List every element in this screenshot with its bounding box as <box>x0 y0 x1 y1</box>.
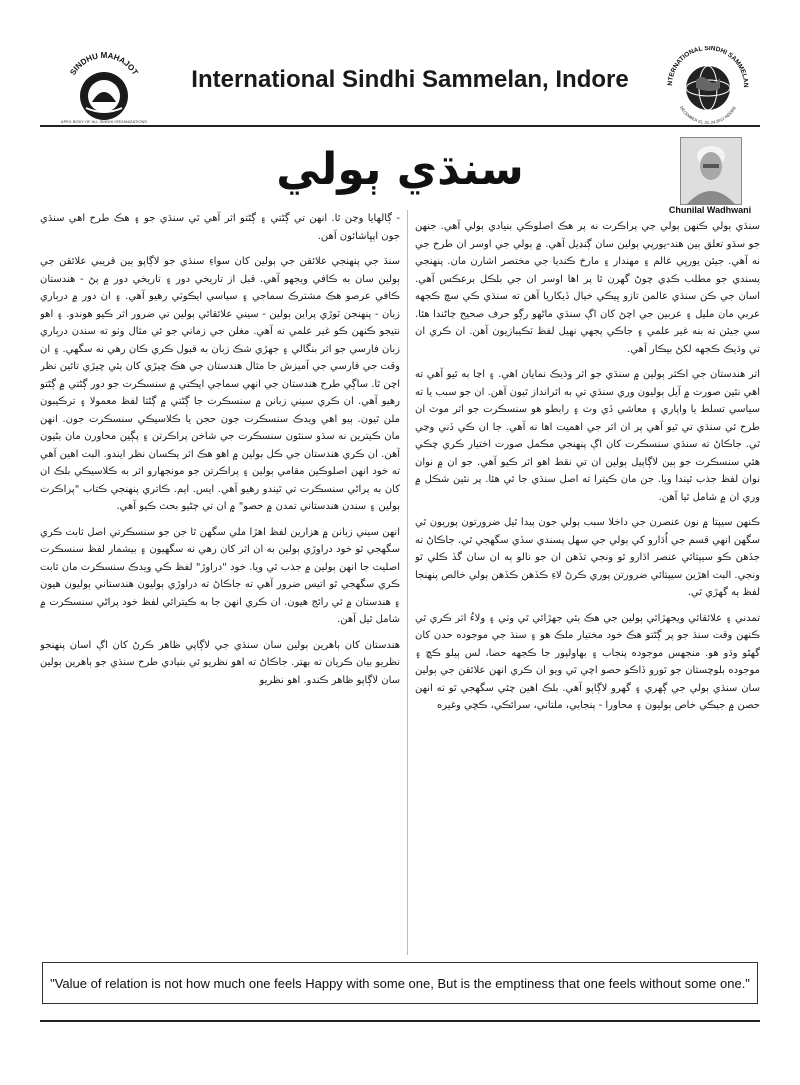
paragraph: اتر هندستان جي اڪثر ٻولين ۾ سنڌي جو اثر وڌيڪ نمايان اهي. ۽ اڃا به ٿيو آهي ته اهي نئين صورت ۾ آيل ٻوليون وري سنڌي تي به اثرانداز ٿيون آهن. ان جو سبب يا ته سياسي تسلط يا واپاري ۽ معاشي ڏي وٺ ۽ رابطو هو سنسڪرت جو اثر موٽ ان طرح ئي سنڌي تي ٿيو آهي پر ان اثر جي اهميت اها نه آهي. جا ان ڪي ڏني وڃي ٿي. جاڪاڻ ته سنڌي سنسڪرت کان اڳ پنهنجي مڪمل صورت اختيار ڪري چڪي هئي سنسڪرت جو ٻين لاڳاپيل ٻولين ان تي نقط اهو اثر ڪيو آهي. جو ان ۾ نوان نوان لفظ جذب ٿيندا ويا. جن مان ڪيترا ته اصل سنڌي جا ئي هئا. پر نئين شڪل ۾ وري ان ۾ شامل ٿيا آهن. <box>415 369 760 503</box>
article-column-left <box>40 210 400 955</box>
paragraph: - ڳالهايا وڃن ٿا. انهن تي ڳڻتي ۽ ڳڻتو اثر آهي ٿي سنڌي جو ۽ هڪ طرح اهي سنڌي جون اپڀاشائون آهن. <box>40 213 400 242</box>
quote-box: "Value of relation is not how much one feels Happy with some one, But is the emptiness that one feels without some one." <box>42 962 758 1004</box>
page-header <box>40 40 760 124</box>
author-name: Chunilal Wadhwani <box>668 205 752 215</box>
svg-text:APEX BODY OF ALL SINDHI ORGANI: APEX BODY OF ALL SINDHI ORGANIZATIONS <box>60 119 148 124</box>
svg-text:DECEMBER 22, 23, 24 2012 INDOR: DECEMBER 22, 23, 24 2012 INDORE <box>679 105 737 124</box>
organization-title: International Sindhi Sammelan, Indore <box>191 66 629 93</box>
svg-text:INTERNATIONAL SINDHI SAMMELAN: NTERNATIONAL SINDHI SAMMELAN <box>666 46 750 88</box>
sindhu-mahajot-logo <box>56 50 152 124</box>
paragraph: ڪنهن سيپتا ۾ نون عنصرن جي داخلا سبب ٻولي جون پيدا ٿيل ضرورتون پوريون ٿي سگهن انهي قسم جي اُڌارو کي ٻولي جي سهل پسندي سڏي سگهجي ٿي. جاڪاڻ ته جڏهن ڪو سيپتائي عنصر اڌارو ٿو ونجي تڏهن ان جو نالو ٻه ان سان گڏ ڪلي ٿو ونجي. البت اهڙين سيپتائي ضرورتن پوري ڪرڻ لاءِ ڪڏهن ڪڏهن ٻولي خالص پنهنجا لفظ ٻه گهڙي ٿي. <box>415 517 760 598</box>
sammelan-globe-logo <box>660 46 756 124</box>
paragraph: سنڌ جي پنهنجي علائقن جي ٻولين کان سواءِ سنڌي جو لاڳاپو ٻين قريبي علائقن جي ٻولين سان به ڪافي ويجهو آهي. قبل از تاريخي دور ۽ تاريخي دور ۾ پڻ - هندستان ڪافي عرصو هڪ مشترڪ سماجي ۽ سياسي ايڪوٽي رهيو آهي. ۽ ان دور ۾ درٻاري زبان - پنهنجن ٽوڙي پراين ٻولين - سيني علائقائي ٻولين تي ضرور اثر ڪيو هوندو. ۽ اهو نتيجو ڪنهن ڪو غير علمي نه آهي. مغلن جي زماني جو ئي مثال وٺو ته سندن درٻاري زبان فارسي جو اثر بنگالي ۽ جهڙي شڪ زبان به قبول ڪري ڪان رهي نه سگهي. ۽ ان وقت جي فارسي جي آميزش جا مثال هندستان جي هڪ ڇيڙي کان ٻئي ڇيڙي تائين نظر اچن ٿا. ساڳي طرح هندستان جي انهي سماجي ايڪتي ۾ سنسڪرت جو دور ڳڻتي ۾ ڳڻتو رهيو آهي. ان ڪري سيني زبانن ۾ سنسڪرت جا ڳڻتي ۾ ڳڻتا لفظ معمولا ۽ ترڪيبون ملن ٿيون. ٻيو اهي ويدڪ سنسڪرت جون حجن يا ڪلاسيڪي سنسڪرت جون. انهن مان ڪيترين نه سڌو سنئون سنسڪرت جي شاخن پراڪرتن ۽ پڳين محاورن مان بڻيون آهن. ان ڪري هندستان جي ڪل ٻولين ۾ اهو هڪ اثر يڪسان نظر ايندو. البت اهين آهي ته خود انهن اصلوڪين مقامي ٻولين ۽ پراڪرتن جو مونجهارو اثر به ڪلاسيڪي بلڪ ان کان به پراڻي سنسڪرت تي ٿيندو رهيو آهي. ايس. ايم. ڪاتري پنهنجي ڪتاب "پراڪرت ٻولين ۽ سندن هندستاني تمدن ۾ حصو" ۾ ان تي ڄڻيو بحث ڪيو آهي. <box>40 256 400 512</box>
paragraph: انهن سيني زبانن ۾ هزارين لفظ اهڙا ملي سگهن ٿا جن جو سنسڪرتي اصل ثابت ڪري سگهجي ٿو خود دراوڙي ٻولين به ان اثر کان رهي نه سگهيون ۽ بيشمار لفظ سنسڪرت اصليت جا انهن ٻولين ۾ جذب ٿي ويا. خود "دراوڙ" لفظ ڪي ويدڪ سنسڪرت مان ثابت ڪري سگهجي ٿو اتيس ضرور آهي ته جاڪاڻ ته دراوڙي ٻوليون هندستاني ٻوليون هيون ۽ هندستان ۾ ئي رائج هيون. ان ڪري انهن جا به ڪيترائي لفظ خود پراڻي سنسڪرت ۾ شامل ٿيل آهن. <box>40 526 400 625</box>
paragraph: هندستان کان ٻاهرين ٻولين سان سنڌي جي لاڳاپي ظاهر ڪرڻ کان اڳ اسان پنهنجو نظريو بيان ڪريان ته بهتر. جاڪاڻ ته اهو نظريو ئي بنيادي طرح سنڌي جو ٻاهرين ٻولين سان لاڳاپو ظاهر ڪندو. اهو نظريو <box>40 639 400 686</box>
footer-divider <box>40 1020 760 1022</box>
paragraph: تمدني ۽ علائقائي ويجهڙائي ٻولين جي هڪ ٻئي جهڙائي ٿي وٺي ۽ ولاءُ اثر ڪري ٿي ڪنهن وقت سنڌ جو پر ڳڻتو هڪ خود مختيار ملڪ هو ۽ سنڌ جي موجوده حدن کان گهڻو وڌو هو. منجهس موجوده پنجاب ۽ بهاولپور جا ڪجهه حصا، لس ٻيلو ڪڇ ۽ موجوده بلوچستان جو ٿورو ڏاڪو حصو اچي ٿي ويو ان ڪري انهن علائقن جي ٻولين سان سنڌي ٻولي جي ڳهري ۽ گهرو لاڳاپو آهي. بلڪ اهين چئي سگهجي ٿو ته انهن حصن ۾ جيڪي خاص ٻوليون ۽ محاورا - پنجابي، ملتاني، سرائڪي، ڪڇي وغيره <box>415 612 760 711</box>
column-divider <box>407 210 408 955</box>
paragraph: سنڌي ٻولي ڪنهن ٻولي جي پراڪرت نه پر هڪ اصلوڪي بنيادي ٻولي آهي. جنهن جو سڌو تعلق ٻين هند-يورپي ٻولين سان ڳنڍيل آهي. ۾ ٻولي جي اوسر ان طرح جي نه آهي. جيئن يورپي عالم ۽ مهندار ۽ مارخ ڪنديا جي مختصر اشارن مان. پنهنجي پسندي جو مطلب ڪڍي چوڻ گهرن ٿا پر اها اوسر ان جي بلڪل برعڪس آهي. اسان جي ڪن سنڌي عالمن تازو ڀيڪي خيال ڏيکاريا آهن ته سنڌي ڪي سچ ڪجهه عربي مان مليل ۽ عربين جي اچڻ کان اڳ سنڌي ماڻهو رڳو حرف صحيح ڄاڻندا هئا. سي جيئن ته بنه غير علمي ۽ جاڪي پجهي نهيل لفظ ٽڪيبازيون آهن. ان ڪري ان تي وڌيڪ ڪجهه لکڻ بيڪار آهي. <box>415 221 760 355</box>
header-divider <box>40 125 760 127</box>
author-portrait <box>680 137 742 205</box>
article-column-right <box>415 218 760 958</box>
svg-text:SINDHU MAHAJOT: SINDHU MAHAJOT <box>68 51 140 77</box>
article-title: سنڌي ٻولي <box>276 144 524 195</box>
